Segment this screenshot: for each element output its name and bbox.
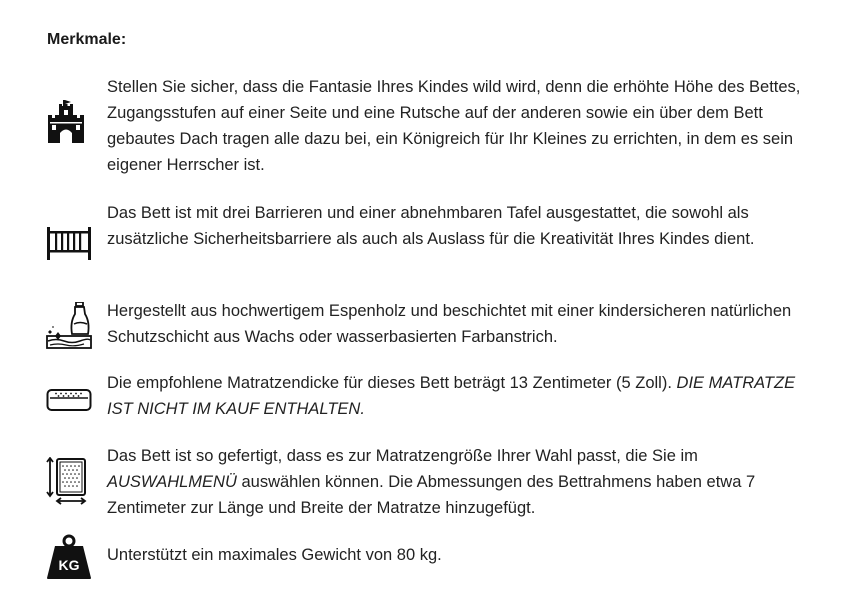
feature-item [46, 542, 806, 580]
crib-barrier-icon [46, 200, 94, 261]
feature-text: Hergestellt aus hochwertigem Espenholz und beschichtet mit einer kindersicheren natürlichen Schutzschicht aus Wachs oder wasserbasierten Farbanstrich. [107, 302, 792, 346]
feature-item [46, 74, 806, 178]
wood-coating-icon [46, 298, 94, 350]
feature-text: Stellen Sie sicher, dass die Fantasie Ihres Kindes wild wird, denn die erhöhte Höhe des Bettes, Zugangsstufen auf einer Seite und eine Rutsche auf der anderen sowie ein über dem Bett gebautes Dach tragen alle dazu bei, ein Königreich für Ihr Kleines zu errichten, in dem es sein eigener Herrscher ist. [107, 78, 801, 174]
weight-icon-label: KG [58, 557, 80, 573]
feature-item [46, 443, 806, 521]
feature-text: Das Bett ist mit drei Barrieren und einer abnehmbaren Tafel ausgestattet, die sowohl als zusätzliche Sicherheitsbarriere als auch als Auslass für die Kreativität Ihres Kindes dient. [107, 204, 755, 248]
feature-text-before: Das Bett ist so gefertigt, dass es zur Matratzengröße Ihrer Wahl passt, die Sie im [107, 447, 698, 465]
feature-text: Unterstützt ein maximales Gewicht von 80 kg. [107, 546, 442, 564]
mattress-icon [46, 370, 94, 413]
mattress-size-icon [46, 443, 94, 505]
feature-text-emphasis: AUSWAHLMENÜ [107, 473, 237, 491]
feature-item [46, 298, 806, 350]
section-heading: Merkmale: [47, 31, 127, 48]
feature-text-main: Die empfohlene Matratzendicke für dieses Bett beträgt 13 Zentimeter (5 Zoll). [107, 374, 677, 392]
weight-kg-icon [46, 534, 94, 580]
feature-text-emphasis: DIE MATRATZE IST NICHT IM KAUF ENTHALTEN. [107, 374, 796, 418]
feature-text [107, 443, 802, 521]
castle-icon [46, 74, 94, 144]
feature-text [107, 370, 802, 422]
feature-item [46, 200, 806, 261]
feature-text-after: auswählen können. Die Abmessungen des Bettrahmens haben etwa 7 Zentimeter zur Länge und Breite der Matratze hinzugefügt. [107, 473, 756, 517]
feature-item [46, 370, 806, 422]
